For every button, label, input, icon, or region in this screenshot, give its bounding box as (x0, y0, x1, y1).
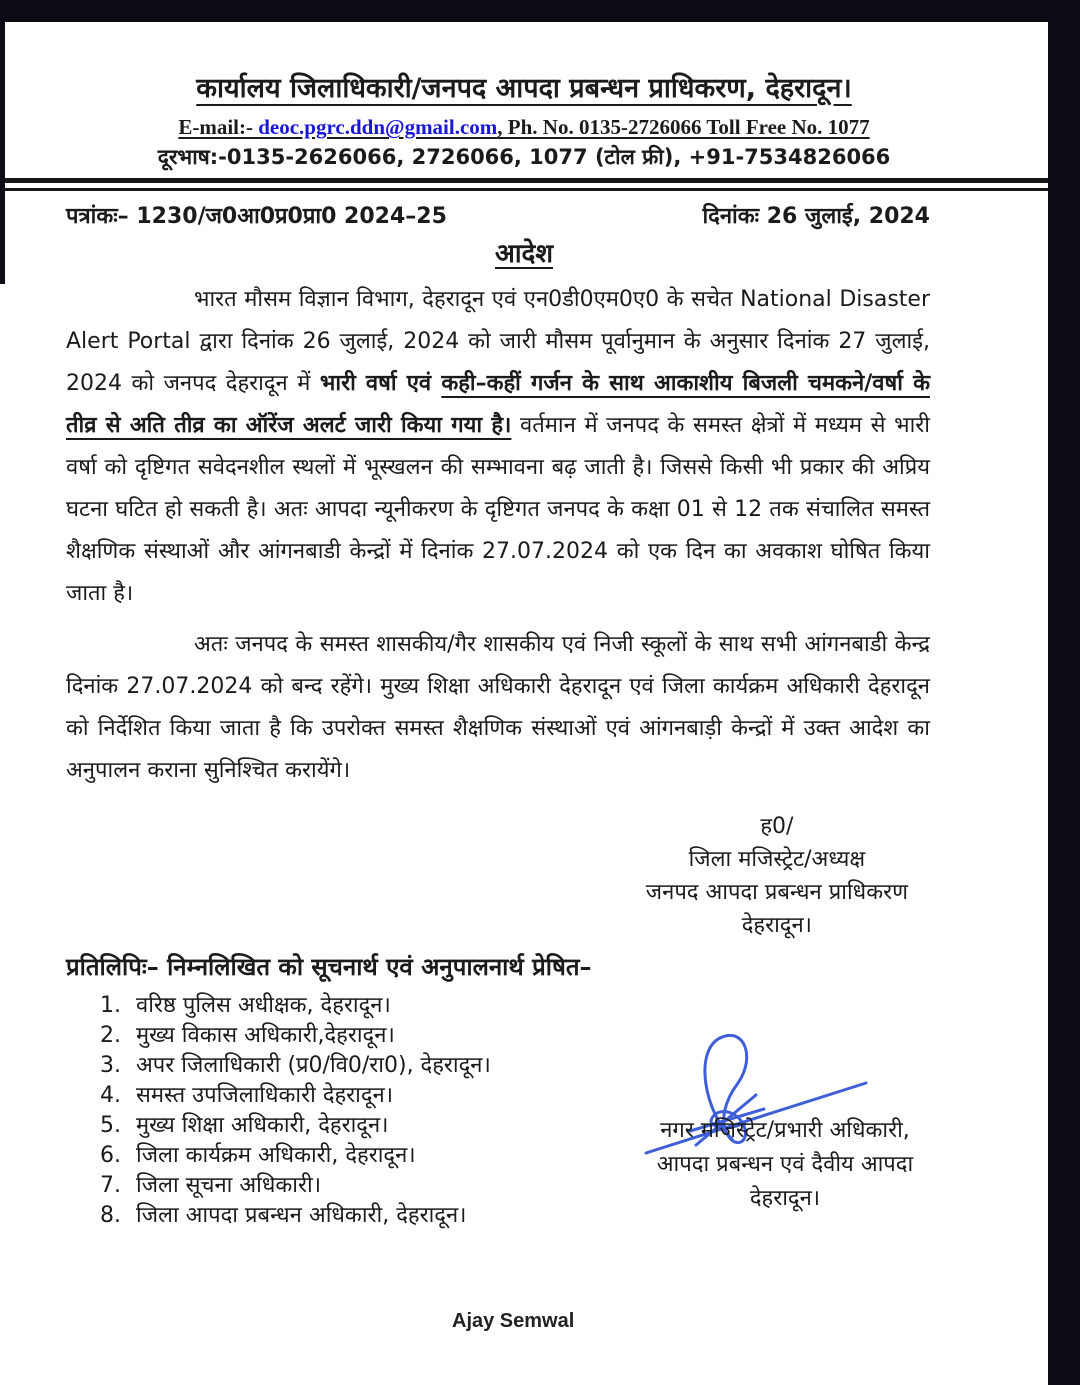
para1-alert-text: कही–कहीं गर्जन के साथ आकाशीय बिजली चमकने/वर्षा के तीव्र से अति तीव्र का ऑरेंज अलर्ट जारी किया गया है। (66, 371, 930, 438)
email-link[interactable]: deoc.pgrc.ddn@gmail.com (258, 115, 498, 139)
paragraph-1 (66, 279, 930, 615)
order-heading: आदेश (494, 239, 554, 269)
uploader-name: Ajay Semwal (452, 1310, 575, 1332)
item-number: 4. (100, 1083, 121, 1108)
list-item (100, 991, 1048, 1021)
item-text: समस्त उपजिलाधिकारी देहरादून। (136, 1083, 394, 1108)
item-number: 3. (100, 1053, 121, 1078)
item-number: 7. (100, 1173, 121, 1198)
header-divider (0, 178, 1048, 191)
letter-number: पत्रांकः– 1230/ज0आ0प्र0प्रा0 2024–25 (66, 204, 447, 229)
sig1-designation: जिला मजिस्ट्रेट/अध्यक्ष (688, 847, 866, 872)
list-item (100, 1051, 1048, 1081)
item-number: 8. (100, 1203, 121, 1228)
list-item (100, 1081, 1048, 1111)
item-number: 5. (100, 1113, 121, 1138)
sig1-sd: ह0/ (760, 814, 794, 839)
item-text: अपर जिलाधिकारी (प्र0/वि0/रा0), देहरादून। (136, 1053, 491, 1078)
list-item (100, 1021, 1048, 1051)
item-text: वरिष्ठ पुलिस अधीक्षक, देहरादून। (136, 993, 391, 1018)
item-number: 2. (100, 1023, 121, 1048)
sig2-place: देहरादून। (749, 1186, 821, 1211)
item-text: जिला सूचना अधिकारी। (136, 1173, 322, 1198)
para1-intro: भारत मौसम विज्ञान विभाग, देहरादून एवं एन0डी0एम0ए0 के सचेत National Disaster Alert Portal द्वारा दिनांक 26 जुलाई, 2024 को जारी मौसम पूर्वानुमान के अनुसार दिनांक 27 जुलाई, 2024 को जनपद देहरादून में (66, 287, 930, 396)
copy-to-heading: प्रतिलिपिः– निम्नलिखित को सूचनार्थ एवं अनुपालनार्थ प्रेषित– (66, 953, 592, 981)
sig2-designation: नगर मजिस्ट्रेट/प्रभारी अधिकारी, (660, 1118, 910, 1143)
item-text: मुख्य विकास अधिकारी,देहरादून। (136, 1023, 395, 1048)
phone-tollfree-text: , Ph. No. 0135-2726066 Toll Free No. 1077 (497, 115, 870, 139)
document-page (0, 22, 1048, 1385)
sig1-place: देहरादून। (741, 913, 813, 938)
signature-block-district-magistrate (646, 810, 908, 942)
item-number: 1. (100, 993, 121, 1018)
sig1-authority: जनपद आपदा प्रबन्धन प्राधिकरण (645, 880, 908, 905)
item-text: जिला कार्यक्रम अधिकारी, देहरादून। (136, 1143, 416, 1168)
scan-edge-shadow (0, 22, 5, 284)
item-text: जिला आपदा प्रबन्धन अधिकारी, देहरादून। (136, 1203, 467, 1228)
telephone-line: दूरभाष:-0135-2626066, 2726066, 1077 (टोल फ्री), +91-7534826066 (157, 145, 891, 169)
reference-row (0, 191, 1048, 230)
para1-rest: वर्तमान में जनपद के समस्त क्षेत्रों में मध्यम से भारी वर्षा को दृष्टिगत सवेदनशील स्थलों में भूस्खलन की सम्भावना बढ़ जाती है। जिससे किसी भी प्रकार की अप्रिय घटना घटित हो सकती है। अतः आपदा न्यूनीकरण के दृष्टिगत जनपद के कक्षा 01 से 12 तक संचालित समस्त शैक्षणिक संस्थाओं और आंगनबाडी केन्द्रों में दिनांक 27.07.2024 को एक दिन का अवकाश घोषित किया जाता है। (66, 413, 930, 606)
letter-date: दिनांकः 26 जुलाई, 2024 (702, 204, 930, 229)
item-text: मुख्य शिक्षा अधिकारी, देहरादून। (136, 1113, 389, 1138)
item-number: 6. (100, 1143, 121, 1168)
para1-bold: भारी वर्षा एवं (319, 371, 442, 396)
email-label: E-mail:- (178, 115, 259, 139)
signature-block-city-magistrate (618, 1114, 952, 1216)
sig2-department: आपदा प्रबन्धन एवं दैवीय आपदा (656, 1152, 914, 1177)
office-title: कार्यालय जिलाधिकारी/जनपद आपदा प्रबन्धन प्राधिकरण, देहरादून। (196, 73, 852, 104)
paragraph-2: अतः जनपद के समस्त शासकीय/गैर शासकीय एवं निजी स्कूलों के साथ सभी आंगनबाडी केन्द्र दिनांक 27.07.2024 को बन्द रहेंगे। मुख्य शिक्षा अधिकारी देहरादून एवं जिला कार्यक्रम अधिकारी देहरादून को निर्देशित किया जाता है कि उपरोक्त समस्त शैक्षणिक संस्थाओं एवं आंगनबाड़ी केन्द्रों में उक्त आदेश का अनुपालन कराना सुनिश्चित करायेंगे। (66, 632, 930, 783)
contact-line (0, 115, 1048, 140)
